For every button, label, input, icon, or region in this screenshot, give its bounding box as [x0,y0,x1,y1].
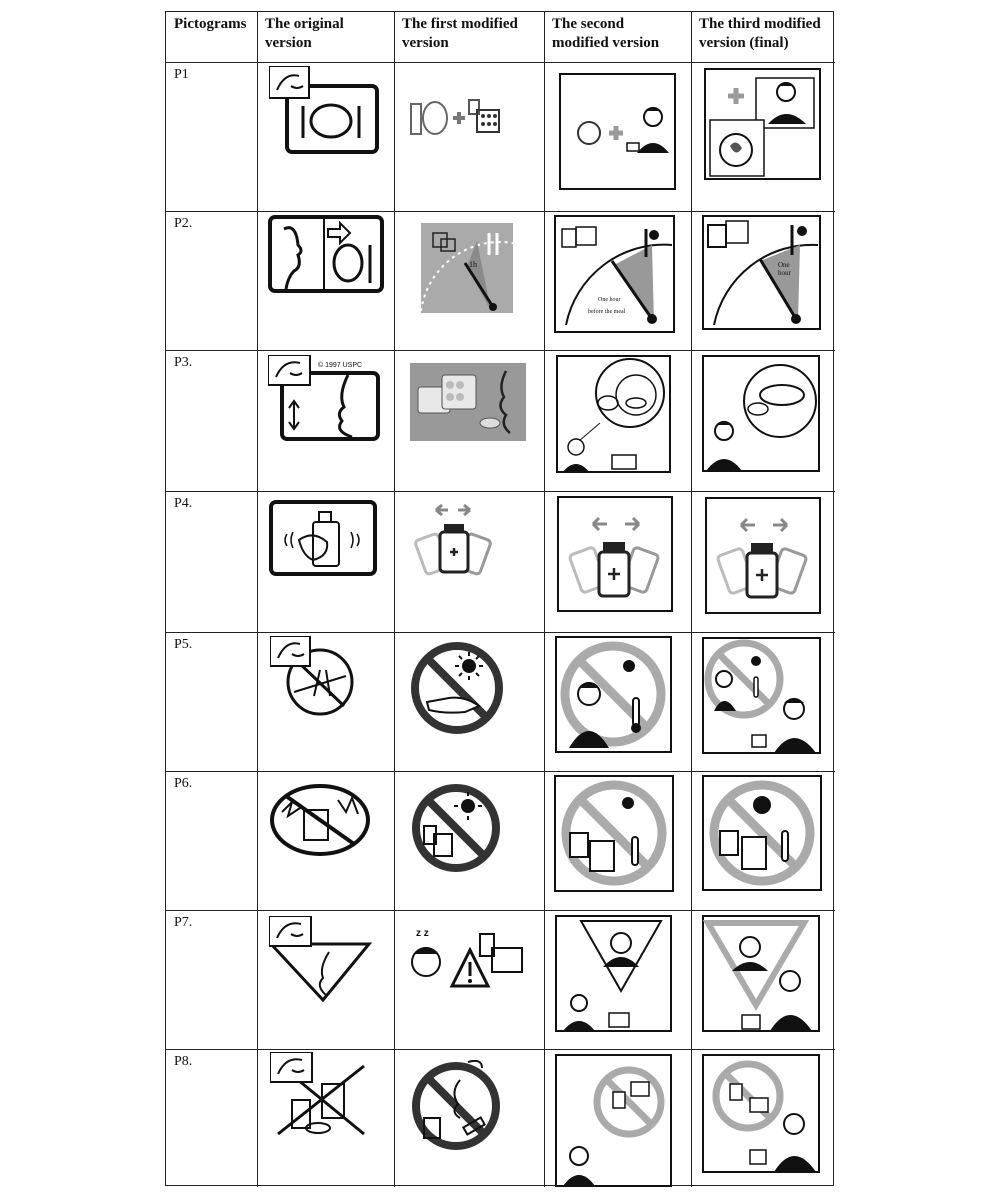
p2-first-clock-text: 1h [469,260,477,269]
pictogram-table [165,11,834,1186]
row-label-p2: P2. [174,216,193,231]
row-divider [166,491,835,492]
p6-original-no-heat-jar-pictogram [268,782,372,858]
p8-original-no-mix-medicines-pictogram [270,1052,370,1138]
p4-third-shake-bottle-pictogram [705,497,821,614]
row-divider [166,211,835,212]
p3-original-copyright-text: © 1997 USPC [318,362,363,369]
p6-first-no-sun-pills-pictogram [410,782,502,874]
p2-third-clock-pictogram [702,215,821,330]
p2-third-clock-text-1: One [778,261,790,269]
row-divider [166,910,835,911]
p3-third-chew-pictogram [702,355,820,472]
p8-third-no-mix-pictogram [702,1054,820,1173]
row-divider [166,350,835,351]
p8-second-no-mix-pictogram [555,1054,672,1187]
column-divider [394,12,395,1187]
p5-second-no-heat-pictogram [555,636,672,753]
header-pictograms: Pictograms [174,16,247,32]
p2-first-clock-pictogram [421,223,513,313]
p2-second-clock-text-1: One hour [598,297,621,303]
row-label-p6: P6. [174,776,193,791]
p4-second-shake-bottle-pictogram [557,496,673,612]
row-label-p5: P5. [174,637,193,652]
p5-first-no-sun-pictogram [409,640,505,736]
p2-original-before-meal-pictogram [268,215,386,295]
row-label-p7: P7. [174,915,193,930]
p7-second-drowsy-warning-pictogram [555,915,672,1032]
header-second-modified: The second modified version [552,16,660,51]
p2-third-clock-text-2: hour [778,269,791,277]
row-divider [166,632,835,633]
p4-original-shake-bottle-pictogram [269,500,377,576]
row-label-p1: P1 [174,67,189,82]
p3-original-chew-pictogram [268,355,381,442]
header-first-modified: The first modified version [402,16,518,51]
column-divider [544,12,545,1187]
header-original-version: The original version [265,16,344,51]
p5-original-no-heat-pictogram [270,636,362,716]
header-third-modified: The third modified version (final) [699,16,821,51]
p2-second-clock-text-2: before the meal [588,309,626,315]
row-label-p4: P4. [174,496,193,511]
p1-second-meal-man-pictogram [559,73,676,190]
p2-second-clock-pictogram [554,215,675,333]
column-divider [691,12,692,1187]
row-divider [166,62,835,63]
p3-second-chew-pictogram [556,355,671,473]
p3-first-chew-pills-pictogram [410,363,526,441]
row-divider [166,1049,835,1050]
table-header [166,12,835,62]
p7-third-drowsy-warning-pictogram [702,915,820,1032]
p8-first-no-mix-pictogram [410,1056,502,1150]
p1-third-meal-man-pictogram [704,68,821,180]
p7-first-drowsy-warning-pictogram [408,922,526,992]
row-label-p8: P8. [174,1054,193,1069]
p4-first-shake-bottle-pictogram [414,502,494,580]
p6-third-no-heat-pills-pictogram [702,775,822,891]
p1-first-meal-plus-pills-pictogram [409,96,501,148]
column-divider [257,12,258,1187]
p5-third-no-heat-pictogram [702,637,821,754]
row-divider [166,771,835,772]
row-label-p3: P3. [174,355,193,370]
p6-second-no-heat-pills-pictogram [554,775,674,892]
p7-original-drowsy-warning-pictogram [269,916,373,1002]
p1-original-meal-pictogram [269,66,381,156]
svg-text:z z: z z [416,928,429,939]
